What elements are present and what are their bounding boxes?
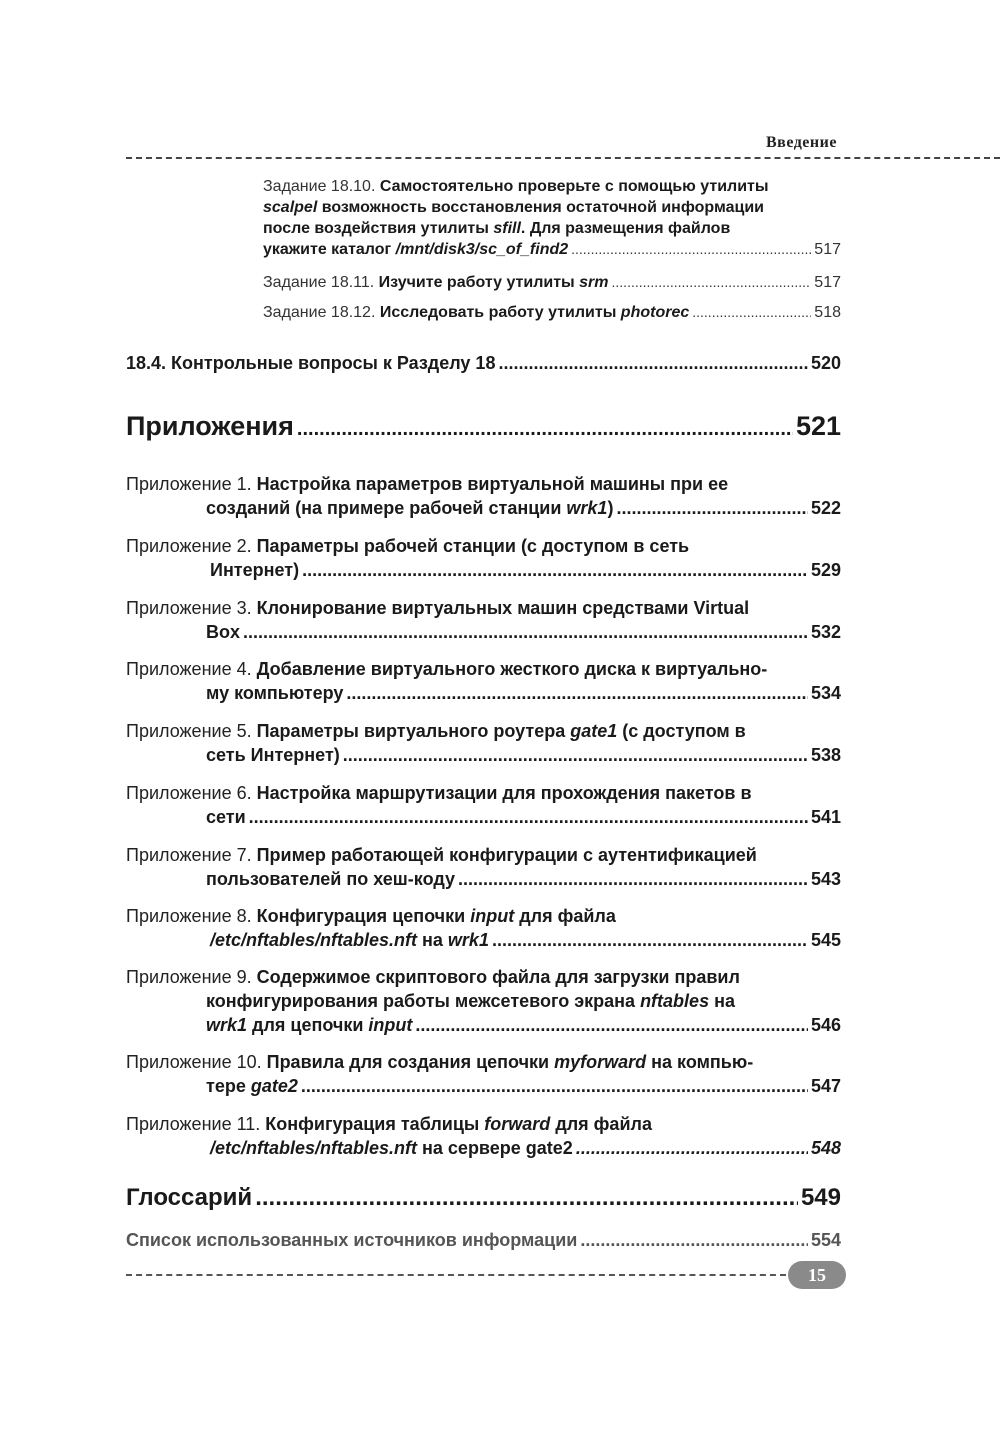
- entry-title: тере: [206, 1076, 251, 1096]
- leader-dots: [343, 743, 808, 767]
- entry-label: Приложение 10.: [126, 1052, 262, 1072]
- entry-title: созданий (на примере рабочей станции: [206, 498, 567, 518]
- page-number: 518: [814, 304, 841, 321]
- entry-title: возможность восстановления остаточной информации: [317, 199, 764, 216]
- toc-entry-task-18-11[interactable]: [263, 272, 841, 293]
- page-number: 532: [810, 622, 841, 642]
- entry-title-italic: forward: [484, 1114, 551, 1134]
- entry-label: Приложение 8.: [126, 906, 252, 926]
- entry-title: Пример работающей конфигурации с аутентификацией: [256, 845, 757, 865]
- page-number: 543: [810, 869, 841, 889]
- entry-title-italic: gate1: [570, 721, 618, 741]
- entry-label: Приложение 1.: [126, 474, 252, 494]
- entry-title: Изучите работу утилиты: [378, 274, 580, 291]
- page-number: 549: [800, 1184, 841, 1211]
- leader-dots: [498, 353, 807, 374]
- entry-title: на: [709, 991, 735, 1011]
- leader-dots: [243, 620, 808, 644]
- page-number: 534: [810, 683, 841, 703]
- page-number: 520: [810, 353, 841, 373]
- entry-label: Приложение 3.: [126, 598, 252, 618]
- entry-title-italic: wrk1: [566, 498, 608, 518]
- page-number-badge: 15: [788, 1261, 846, 1289]
- entry-title: конфигурирования работы межсетевого экрана: [206, 991, 641, 1011]
- page-number: 521: [795, 411, 841, 441]
- entry-title: Правила для создания цепочки: [266, 1052, 555, 1072]
- leader-dots: [580, 1230, 808, 1251]
- entry-title-italic: input: [368, 1015, 413, 1035]
- entry-label: Приложение 2.: [126, 536, 252, 556]
- entry-label: Приложение 4.: [126, 659, 252, 679]
- entry-title-italic: gate2: [250, 1076, 298, 1096]
- entry-title: Исследовать работу утилиты: [379, 304, 621, 321]
- entry-title-italic: scalpel: [263, 199, 318, 216]
- toc-entry-task-18-12[interactable]: [263, 302, 841, 323]
- toc-entry-glossary[interactable]: [126, 1184, 841, 1212]
- entry-title: Самостоятельно проверьте с помощью утилиты: [379, 178, 769, 195]
- leader-dots: [346, 681, 808, 705]
- entry-title-italic: wrk1: [447, 930, 489, 950]
- page-number: 548: [810, 1138, 841, 1158]
- page-number: 554: [810, 1230, 841, 1250]
- toc-entry-appendices[interactable]: [126, 411, 841, 442]
- page-number: 541: [810, 807, 841, 827]
- entry-title: на: [417, 930, 448, 950]
- entry-title-italic: srm: [579, 274, 609, 291]
- entry-title: Настройка маршрутизации для прохождения пакетов в: [256, 783, 752, 803]
- toc-entry-section-18-4[interactable]: [126, 353, 841, 374]
- entry-title: после воздействия утилиты: [263, 220, 494, 237]
- toc-entry-appendix-9[interactable]: [126, 965, 841, 1037]
- leader-dots: [249, 805, 808, 829]
- header-divider: [126, 157, 1000, 159]
- leader-dots: [576, 1136, 808, 1160]
- leader-dots: [612, 272, 812, 293]
- entry-title: сеть Интернет): [206, 745, 340, 765]
- entry-title-italic: /etc/nftables/nftables.nft: [210, 930, 418, 950]
- leader-dots: [492, 928, 808, 952]
- entry-label: Приложение 9.: [126, 967, 252, 987]
- entry-title: для цепочки: [247, 1015, 369, 1035]
- toc-entry-appendix-3[interactable]: [126, 596, 841, 644]
- entry-title-italic: /mnt/disk3/sc_of_find2: [395, 241, 569, 258]
- entry-title: Интернет): [210, 560, 300, 580]
- toc-entry-appendix-8[interactable]: [126, 904, 841, 952]
- entry-title: пользователей по хеш-коду: [206, 869, 455, 889]
- entry-title: gate2: [525, 1138, 573, 1158]
- toc-entry-appendix-4[interactable]: [126, 657, 841, 705]
- page-number: 546: [810, 1015, 841, 1035]
- toc-entry-appendix-1[interactable]: [126, 472, 841, 520]
- entry-title: . Для размещения файлов: [520, 220, 731, 237]
- entry-title: сети: [206, 807, 246, 827]
- toc-entry-appendix-10[interactable]: [126, 1050, 841, 1098]
- entry-title: для файла: [550, 1114, 652, 1134]
- entry-title: Клонирование виртуальных машин средствами Virtual: [256, 598, 750, 618]
- page-number: 545: [810, 930, 841, 950]
- entry-title: Содержимое скриптового файла для загрузки правил: [256, 967, 740, 987]
- entry-title: Список использованных источников информации: [126, 1230, 578, 1250]
- running-header: Введение: [766, 134, 837, 151]
- entry-title: Box: [206, 622, 241, 642]
- toc-entry-appendix-2[interactable]: [126, 534, 841, 582]
- leader-dots: [415, 1013, 808, 1037]
- entry-title: Добавление виртуального жесткого диска к виртуально-: [256, 659, 768, 679]
- leader-dots: [255, 1184, 798, 1212]
- toc-entry-appendix-6[interactable]: [126, 781, 841, 829]
- entry-label: Приложение 6.: [126, 783, 252, 803]
- leader-dots: [458, 867, 808, 891]
- leader-dots: [301, 1074, 808, 1098]
- entry-label: Задание 18.12.: [263, 304, 376, 321]
- entry-title: Глоссарий: [126, 1184, 253, 1211]
- entry-title: Конфигурация цепочки: [256, 906, 471, 926]
- entry-title-italic: input: [470, 906, 515, 926]
- entry-title: Приложения: [126, 411, 294, 441]
- entry-title-italic: myforward: [554, 1052, 647, 1072]
- toc-entry-appendix-11[interactable]: [126, 1112, 841, 1160]
- leader-dots: [692, 302, 811, 323]
- footer-divider: [126, 1274, 786, 1276]
- entry-title-italic: wrk1: [206, 1015, 248, 1035]
- page-number: 517: [814, 274, 841, 291]
- entry-title: ): [607, 498, 614, 518]
- leader-dots: [302, 558, 808, 582]
- page-number: 529: [810, 560, 841, 580]
- toc-entry-task-18-10[interactable]: [263, 176, 841, 260]
- entry-title: 18.4. Контрольные вопросы к Разделу 18: [126, 353, 496, 373]
- entry-title-italic: /etc/nftables/nftables.nft: [210, 1138, 418, 1158]
- entry-title: Настройка параметров виртуальной машины при ее: [256, 474, 729, 494]
- page-number: 522: [810, 498, 841, 518]
- entry-title: Параметры рабочей станции (с доступом в сеть: [256, 536, 690, 556]
- toc-entry-appendix-5[interactable]: [126, 719, 841, 767]
- leader-dots: [571, 239, 811, 260]
- entry-title-italic: sfill: [493, 220, 521, 237]
- entry-label: Задание 18.11.: [263, 274, 375, 291]
- entry-title: на компью-: [646, 1052, 754, 1072]
- entry-title: укажите каталог: [263, 241, 396, 258]
- page-number: 517: [814, 241, 841, 258]
- entry-label: Приложение 11.: [126, 1114, 261, 1134]
- page-number: 538: [810, 745, 841, 765]
- entry-label: Задание 18.10.: [263, 178, 376, 195]
- entry-label: Приложение 7.: [126, 845, 252, 865]
- entry-title: му компьютеру: [206, 683, 344, 703]
- leader-dots: [616, 496, 808, 520]
- entry-title: (с доступом в: [617, 721, 746, 741]
- leader-dots: [297, 418, 793, 441]
- entry-title: Конфигурация таблицы: [265, 1114, 485, 1134]
- entry-title: для файла: [514, 906, 616, 926]
- entry-title-italic: photorec: [620, 304, 690, 321]
- entry-title: на сервере: [417, 1138, 526, 1158]
- page-number: 547: [810, 1076, 841, 1096]
- toc-entry-sources[interactable]: [126, 1230, 841, 1251]
- toc-entry-appendix-7[interactable]: [126, 843, 841, 891]
- entry-label: Приложение 5.: [126, 721, 252, 741]
- entry-title: Параметры виртуального роутера: [256, 721, 571, 741]
- entry-title-italic: nftables: [640, 991, 710, 1011]
